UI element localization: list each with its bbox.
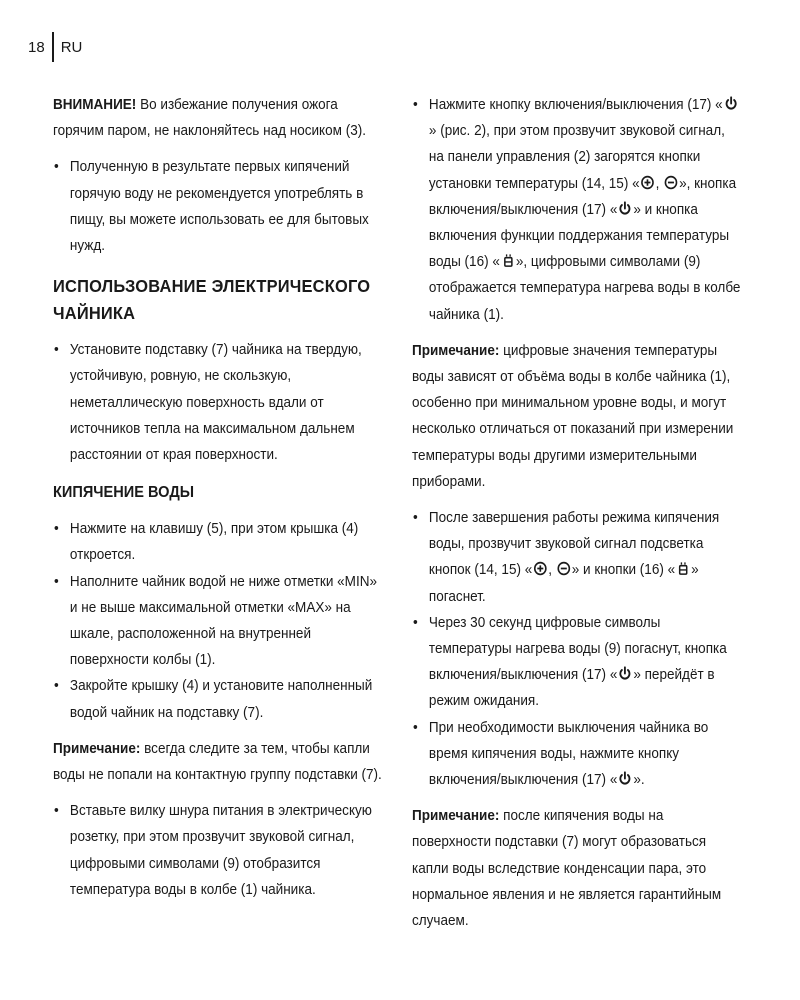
note-label: Примечание: (412, 342, 500, 359)
note-contacts (53, 736, 384, 788)
subsection-title: КИПЯЧЕНИЕ ВОДЫ (53, 484, 194, 502)
warning-label: ВНИМАНИЕ! (53, 97, 137, 113)
note-label: Примечание: (412, 808, 500, 825)
plus-circle-icon (533, 561, 547, 576)
note-text: после кипячения воды на поверхности подставки (7) могут образоваться капли воды вследствие конденсации пара, это нормальное явления и не является гарантийным случаем. (412, 808, 722, 930)
right-column (412, 92, 743, 944)
page-header (28, 32, 82, 62)
note-text: цифровые значения температуры воды зависят от объёма воды в колбе чайника (1), особенно при минимальном уровне воды, и могут несколько отличаться от показаний при измерении температуры воды другими измерительными приборами. (412, 342, 734, 490)
after-boil-list (412, 505, 743, 793)
left-column (53, 92, 384, 913)
keep-warm-icon (501, 253, 515, 268)
list-item-switch-off: • При необходимости выключения чайника во время кипячения воды, нажмите кнопку включения/выключения (17) « ». (412, 715, 743, 794)
list-item-boil-finished: • После завершения работы режима кипячения воды, прозвучит звуковой сигнал подсветка кнопок (14, 15) « , » и кнопки (16) « » погаснет. (412, 505, 743, 610)
section-title: ИСПОЛЬЗОВАНИЕ ЭЛЕКТРИЧЕСКОГО ЧАЙНИКА (53, 276, 371, 324)
power-icon (724, 96, 738, 111)
language-code: RU (60, 38, 83, 56)
warning-paragraph (53, 92, 384, 144)
note-condensation (412, 803, 743, 934)
list-item-standby: • Через 30 секунд цифровые символы температуры нагрева воды (9) погаснут, кнопка включения/выключения (17) « » перейдёт в режим ожидания. (412, 610, 743, 715)
usage-list (53, 337, 384, 468)
page-number: 18 (28, 38, 45, 56)
list-item-first-boils: • Полученную в результате первых кипячений горячую воду не рекомендуется употреблять в пищу, вы можете использовать ее для бытовых нужд. (53, 154, 384, 259)
note-label: Примечание: (53, 740, 141, 757)
plug-list (53, 798, 384, 903)
warning-text: Во избежание получения ожога горячим паром, не наклоняйтесь над носиком (3). (53, 97, 367, 140)
minus-circle-icon (557, 561, 571, 576)
list-item-press-key: • Нажмите на клавишу (5), при этом крышка (4) откроется. (53, 516, 384, 568)
power-icon (618, 771, 632, 786)
power-icon (618, 201, 632, 216)
list-item-plug-in: • Вставьте вилку шнура питания в электрическую розетку, при этом прозвучит звуковой сигнал, цифровыми символами (9) отобразится температура воды в колбе (1) чайника. (53, 798, 384, 903)
keep-warm-icon (676, 561, 690, 576)
note-temperature (412, 338, 743, 495)
list-item-close-lid: • Закройте крышку (4) и установите наполненный водой чайник на подставку (7). (53, 673, 384, 725)
boiling-list (53, 516, 384, 726)
first-boil-list (53, 154, 384, 259)
note-text: всегда следите за тем, чтобы капли воды не попали на контактную группу подставки (7). (53, 740, 382, 784)
plus-circle-icon (641, 175, 655, 190)
header-divider (52, 32, 54, 62)
minus-circle-icon (664, 175, 678, 190)
list-item-place-stand: • Установите подставку (7) чайника на твердую, устойчивую, ровную, не скользкую, неметаллическую поверхность вдали от источников тепла на максимальном дальнем расстоянии от края поверхности. (53, 337, 384, 468)
power-icon (618, 666, 632, 681)
list-item-fill-water: • Наполните чайник водой не ниже отметки «MIN» и не выше максимальной отметки «MAX» на шкале, расположенной на внутренней поверхности колбы (1). (53, 569, 384, 674)
list-item-power-on: • Нажмите кнопку включения/выключения (17) « » (рис. 2), при этом прозвучит звуковой сигнал, на панели управления (2) загорятся кнопки установки температуры (14, 15) « , », кнопка включения/выключения (17) « » и кнопка включения функции поддержания температуры воды (16) « », цифровыми символами (9) отображается температура нагрева воды в колбе чайника (1). (412, 92, 743, 328)
power-on-list (412, 92, 743, 328)
